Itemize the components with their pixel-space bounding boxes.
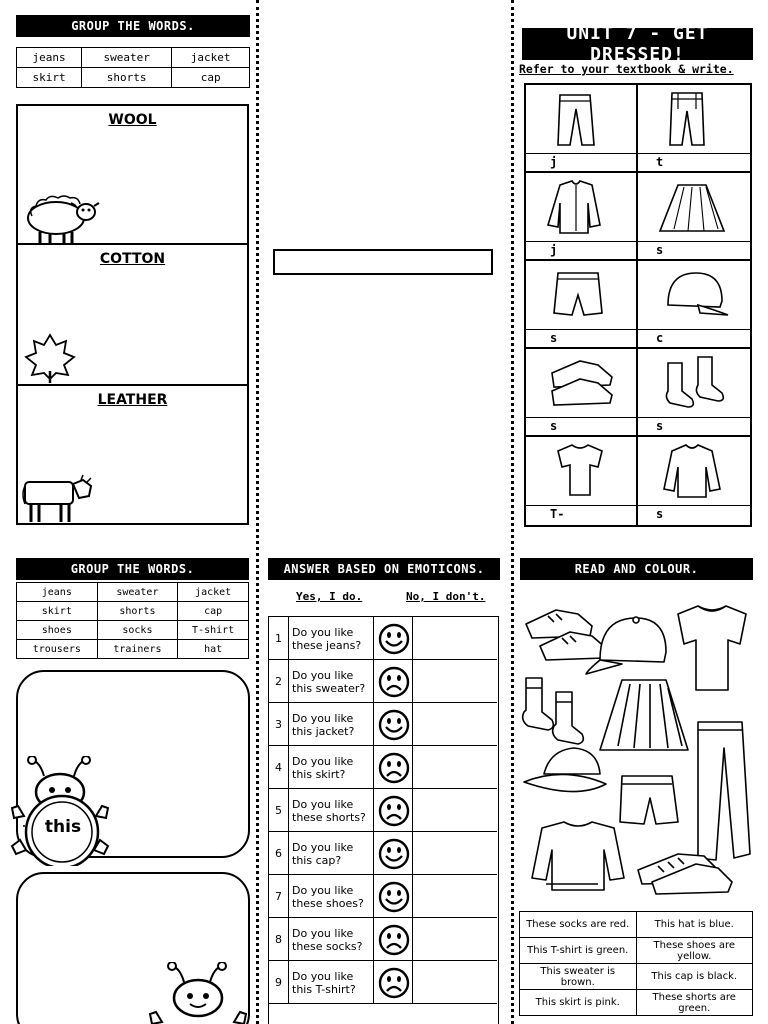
tshirt-drawing [678,606,746,690]
question-row [269,875,497,918]
unit-title: UNIT 7 - GET DRESSED! [522,28,753,60]
write-line [526,329,636,330]
answer-space[interactable] [414,746,496,789]
word-cell: cap [172,68,250,88]
vocab-cell-sweater [638,437,750,525]
clothes-colouring-picture [518,584,754,902]
bug-mascot-icon [8,756,112,866]
vocab-picture-grid [524,83,752,527]
word-cell: sweater [82,48,172,68]
answer-space[interactable] [414,918,496,961]
vocab-cell-trousers [638,85,750,173]
sheep-icon [22,194,102,246]
read-colour-banner: READ AND COLOUR. [520,558,753,580]
emoticons-banner: ANSWER BASED ON EMOTICONS. [268,558,500,580]
question-row [269,617,497,660]
question-number: 5 [269,789,289,832]
word-cell: jeans [17,583,98,602]
cap-icon [658,265,730,325]
yes-header: Yes, I do. [296,590,363,603]
question-text: Do you like these shoes? [290,875,374,918]
group-words-banner-top: GROUP THE WORDS. [16,15,250,37]
starting-letter[interactable]: j [550,155,558,169]
colour-sentences-table [519,911,753,1016]
trousers-drawing [698,722,750,860]
question-row [269,961,497,1004]
questions-table [268,616,499,1024]
cotton-title: COTTON [99,251,166,267]
word-cell: skirt [17,68,82,88]
jacket-icon [546,177,618,237]
answer-space[interactable] [414,703,496,746]
question-row [269,703,497,746]
leather-title: LEATHER [97,392,168,408]
vocab-cell-socks [638,349,750,437]
word-cell: trainers [97,640,178,659]
sad-face-icon [375,660,413,703]
question-number: 7 [269,875,289,918]
write-line [638,153,750,154]
cow-icon [21,474,93,524]
shoes-icon [546,353,618,413]
hat-drawing [524,748,606,792]
word-cell: T-shirt [178,621,249,640]
sweater-drawing [532,822,624,890]
answer-space[interactable] [414,660,496,703]
answer-space[interactable] [414,875,496,918]
word-cell: cap [178,602,249,621]
shoes-drawing [526,610,606,660]
starting-letter[interactable]: s [656,419,664,433]
wool-section [16,104,249,245]
answer-space[interactable] [414,789,496,832]
bug-mascot-icon-2 [148,962,248,1024]
question-row [269,832,497,875]
vocab-cell-skirt [638,173,750,261]
vocab-cell-jeans [526,85,638,173]
blank-answer-box[interactable] [273,249,493,275]
happy-face-icon [375,617,413,660]
question-text: Do you like this skirt? [290,746,374,789]
colour-sentence: This skirt is pink. [520,990,637,1016]
cotton-section [16,243,249,386]
happy-face-icon [375,703,413,746]
question-text: Do you like this jacket? [290,703,374,746]
divider-right [511,0,514,1024]
shorts-drawing [620,776,678,824]
bug-this-label: this [44,817,82,837]
instruction-text: Refer to your textbook & write. [519,62,734,76]
colour-sentence: This sweater is brown. [520,964,637,990]
happy-face-icon [375,832,413,875]
vocab-cell-jacket [526,173,638,261]
word-cell: jacket [172,48,250,68]
vocab-cell-shoes [526,349,638,437]
question-row [269,789,497,832]
starting-letter[interactable]: c [656,331,664,345]
write-line [526,505,636,506]
question-row [269,660,497,703]
starting-letter[interactable]: j [550,243,558,257]
question-text: Do you like these shorts? [290,789,374,832]
starting-letter[interactable]: s [656,507,664,521]
question-text: Do you like this sweater? [290,660,374,703]
question-row [269,918,497,961]
socks-drawing [523,678,584,744]
happy-face-icon [375,875,413,918]
word-bank-bottom [16,582,249,659]
question-number: 6 [269,832,289,875]
write-line [526,241,636,242]
leather-section [16,384,249,525]
colour-sentence: These shoes are yellow. [636,938,753,964]
write-line [526,153,636,154]
socks-icon [658,353,730,413]
answer-space[interactable] [414,832,496,875]
word-cell: jacket [178,583,249,602]
jeans-icon [546,89,618,149]
trousers-icon [658,89,730,149]
starting-letter[interactable]: t [656,155,664,169]
write-line [638,329,750,330]
word-cell: sweater [97,583,178,602]
write-line [638,241,750,242]
skirt-icon [658,177,730,237]
cotton-leaf-icon [22,331,78,383]
word-cell: shorts [97,602,178,621]
starting-letter[interactable]: s [550,419,558,433]
question-number: 9 [269,961,289,1004]
colour-sentence: These socks are red. [520,912,637,938]
colour-sentence: This T-shirt is green. [520,938,637,964]
wool-title: WOOL [108,112,157,128]
no-header: No, I don't. [406,590,486,603]
skirt-drawing [600,680,688,750]
question-number: 1 [269,617,289,660]
sad-face-icon [375,918,413,961]
write-line [526,417,636,418]
vocab-cell-tshirt [526,437,638,525]
write-line [638,417,750,418]
colour-sentence: This hat is blue. [636,912,753,938]
question-number: 2 [269,660,289,703]
starting-letter[interactable]: s [656,243,664,257]
question-text: Do you like these jeans? [290,617,374,660]
word-cell: skirt [17,602,98,621]
shorts-icon [546,265,618,325]
word-cell: hat [178,640,249,659]
question-number: 3 [269,703,289,746]
vocab-cell-shorts [526,261,638,349]
trainers-drawing [638,854,732,894]
question-text: Do you like this cap? [290,832,374,875]
question-text: Do you like this T-shirt? [290,961,374,1004]
question-text: Do you like these socks? [290,918,374,961]
sad-face-icon [375,961,413,1004]
colour-sentence: These shorts are green. [636,990,753,1016]
word-cell: trousers [17,640,98,659]
sweater-icon [658,441,730,501]
answer-space[interactable] [414,617,496,660]
word-cell: jeans [17,48,82,68]
group-words-banner-bottom: GROUP THE WORDS. [16,558,249,580]
word-cell: shorts [82,68,172,88]
starting-letter[interactable]: T- [550,507,565,521]
sad-face-icon [375,789,413,832]
colour-sentence: This cap is black. [636,964,753,990]
question-row [269,746,497,789]
answer-space[interactable] [414,961,496,1004]
word-cell: shoes [17,621,98,640]
word-cell: socks [97,621,178,640]
write-line [638,505,750,506]
sad-face-icon [375,746,413,789]
question-number: 8 [269,918,289,961]
question-number: 4 [269,746,289,789]
starting-letter[interactable]: s [550,331,558,345]
vocab-cell-cap [638,261,750,349]
word-bank-top [16,47,250,88]
divider-left [256,0,259,1024]
tshirt-icon [546,441,618,501]
